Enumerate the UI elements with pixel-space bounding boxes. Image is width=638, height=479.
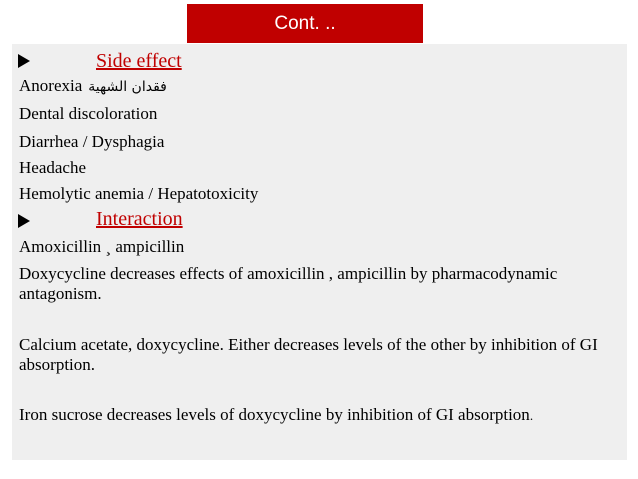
content-panel — [12, 44, 627, 460]
interaction-pair: Amoxicillin ¸ ampicillin — [19, 237, 185, 256]
interaction-paragraph: Doxycycline decreases effects of amoxicillin , ampicillin by pharmacodynamic antagonism. — [19, 264, 558, 303]
interaction-title: Interaction — [96, 208, 183, 230]
side-effect-item: Headache — [19, 158, 87, 177]
interaction-paragraph-text: Iron sucrose decreases levels of doxycycline by inhibition of GI absorption — [19, 405, 530, 424]
anorexia-arabic: فقدان الشهية — [88, 79, 167, 95]
arrow-bullet-icon — [18, 54, 30, 68]
side-effect-anorexia — [19, 76, 167, 97]
interaction-paragraph: Calcium acetate, doxycycline. Either decreases levels of the other by inhibition of GI absorption. — [19, 335, 598, 374]
interaction-paragraph-last — [19, 405, 619, 426]
side-effect-title: Side effect — [96, 50, 182, 72]
paragraph-period: . — [529, 408, 534, 423]
side-effect-item: Dental discoloration — [19, 104, 158, 123]
arrow-bullet-icon — [18, 214, 30, 228]
slide-title: Cont. .. — [187, 4, 423, 43]
side-effect-item: Diarrhea / Dysphagia — [19, 132, 165, 151]
side-effect-item: Hemolytic anemia / Hepatotoxicity — [19, 184, 259, 203]
anorexia-label: Anorexia — [19, 76, 83, 95]
